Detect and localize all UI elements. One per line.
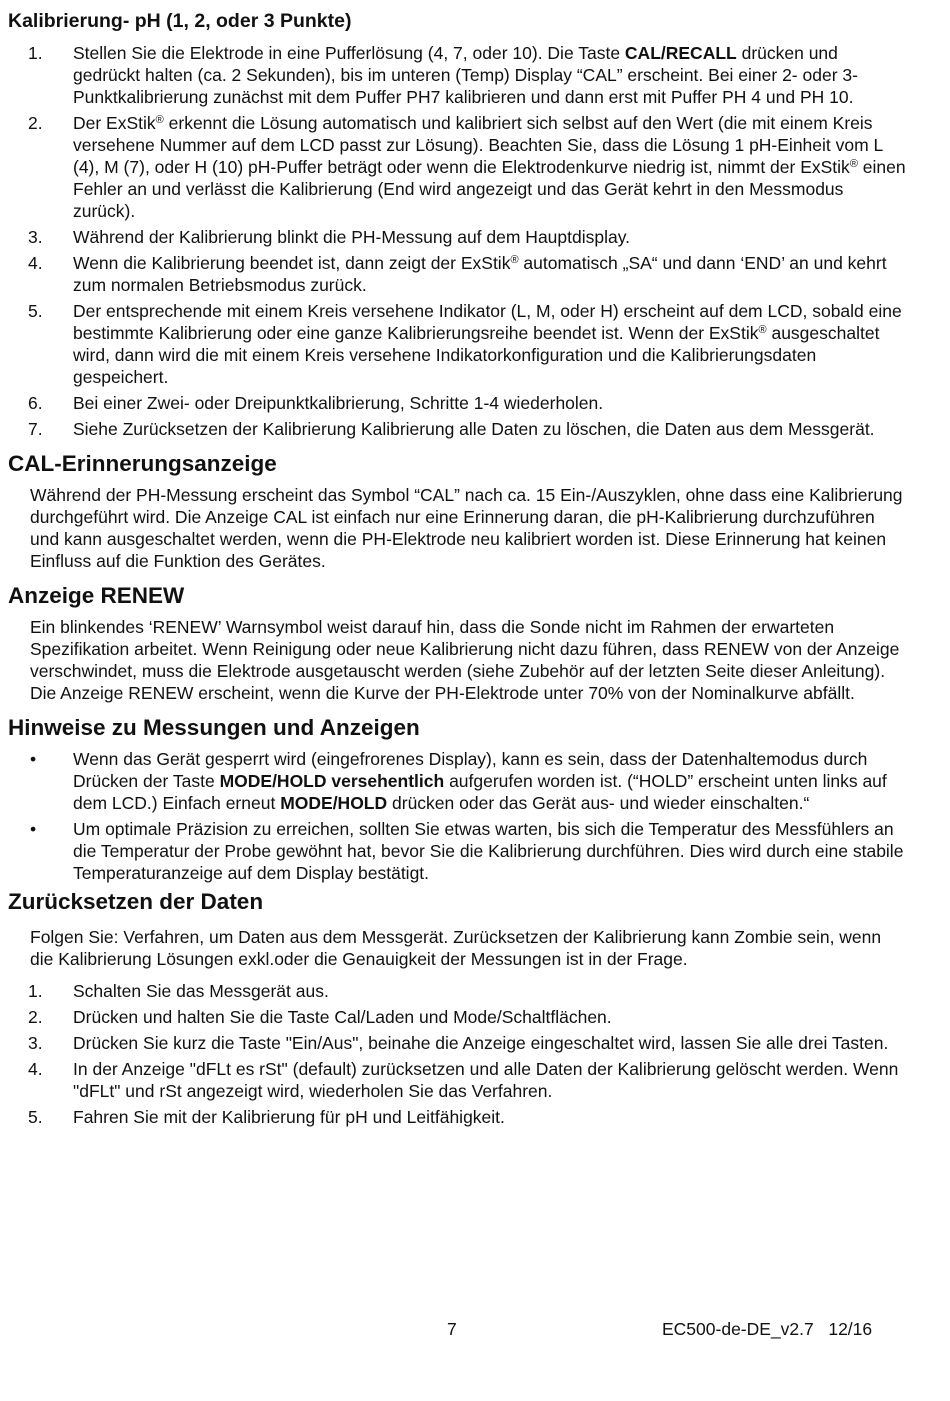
item-number: 3. bbox=[28, 227, 43, 247]
bullet-icon: • bbox=[30, 819, 37, 839]
list-item: 3. Während der Kalibrierung blinkt die PH-Messung auf dem Hauptdisplay. bbox=[28, 227, 631, 247]
document-id: EC500-de-DE_v2.7 12/16 bbox=[662, 1319, 873, 1339]
section-title-notes: Hinweise zu Messungen und Anzeigen bbox=[8, 715, 420, 740]
manual-page bbox=[8, 8, 908, 1132]
paragraph: Während der PH-Messung erscheint das Symbol “CAL” nach ca. 15 Ein-/Auszyklen, ohne dass eine Kalibrierung durchgeführt wird. Die Anzeige CAL ist einfach nur eine Erinnerung daran, die pH-Kalibrierung durchzuführen und kann ausgeschaltet werden, wenn die PH-Elektrode neu kalibriert worden ist. Diese Erinnerung hat keinen Einfluss auf die Funktion des Gerätes. bbox=[30, 485, 903, 571]
list-item: 6. Bei einer Zwei- oder Dreipunktkalibrierung, Schritte 1-4 wiederholen. bbox=[28, 393, 604, 413]
list-item: 1. Schalten Sie das Messgerät aus. bbox=[28, 981, 329, 1001]
item-number: 3. bbox=[28, 1033, 43, 1053]
registered-mark: ® bbox=[849, 158, 858, 170]
item-number: 1. bbox=[28, 981, 43, 1001]
section-title-renew: Anzeige RENEW bbox=[8, 583, 185, 608]
paragraph: Ein blinkendes ‘RENEW’ Warnsymbol weist darauf hin, dass die Sonde nicht im Rahmen der erwarteten Spezifikation arbeitet. Wenn Reinigung oder neue Kalibrierung nicht dazu führen, dass RENEW von der Anzeige verschwindet, muss die Elektrode ausgetauscht werden (siehe Zubehör auf der letzten Seite dieser Anleitung). Die Anzeige RENEW erscheint, wenn die Kurve der PH-Elektrode unter 70% von der Nominalkurve abfällt. bbox=[30, 617, 900, 703]
item-number: 1. bbox=[28, 43, 43, 63]
registered-mark: ® bbox=[155, 114, 164, 126]
list-item: 7. Siehe Zurücksetzen der Kalibrierung Kalibrierung alle Daten zu löschen, die Daten aus dem Messgerät. bbox=[28, 419, 875, 439]
registered-mark: ® bbox=[758, 324, 767, 336]
item-number: 5. bbox=[28, 1107, 43, 1127]
item-number: 5. bbox=[28, 301, 43, 321]
section-title-calibration: Kalibrierung- pH (1, 2, oder 3 Punkte) bbox=[8, 10, 352, 32]
item-number: 2. bbox=[28, 113, 43, 133]
item-number: 2. bbox=[28, 1007, 43, 1027]
list-item: 3. Drücken Sie kurz die Taste "Ein/Aus", beinahe die Anzeige eingeschaltet wird, lassen Sie alle drei Tasten. bbox=[28, 1033, 889, 1053]
item-number: 4. bbox=[28, 1059, 43, 1079]
registered-mark: ® bbox=[510, 254, 519, 266]
bullet-item: • Wenn das Gerät gesperrt wird (eingefrorenes Display), kann es sein, dass der Datenhaltemodus durch Drücken der Taste MODE/HOLD versehentlich aufgerufen worden ist. (“HOLD” erscheint unten links auf dem LCD.) Einfach erneut MODE/HOLD drücken oder das Gerät aus- und wieder einschalten.“ bbox=[30, 749, 887, 813]
paragraph: Folgen Sie: Verfahren, um Daten aus dem Messgerät. Zurücksetzen der Kalibrierung kann Zombie sein, wenn die Kalibrierung Lösungen exkl.oder die Genauigkeit der Messungen ist in der Frage. bbox=[30, 927, 882, 969]
section-title-cal-reminder: CAL-Erinnerungsanzeige bbox=[8, 451, 277, 476]
list-item: 2. Der ExStik® erkennt die Lösung automatisch und kalibriert sich selbst auf den Wert (die mit einem Kreis versehene Nummer auf dem LCD passt zur Lösung). Beachten Sie, dass die Lösung 1 pH-Einheit vom L (4), M (7), oder H (10) pH-Puffer beträgt oder wenn die Elektrodenkurve niedrig ist, nimmt der ExStik® einen Fehler an und verlässt die Kalibrierung (End wird angezeigt und das Gerät kehrt in den Messmodus zurück). bbox=[28, 113, 906, 221]
section-title-reset: Zurücksetzen der Daten bbox=[8, 889, 264, 914]
page-number: 7 bbox=[447, 1319, 457, 1339]
item-number: 7. bbox=[28, 419, 43, 439]
item-number: 6. bbox=[28, 393, 43, 413]
list-item: 5. Fahren Sie mit der Kalibrierung für pH und Leitfähigkeit. bbox=[28, 1107, 505, 1127]
bullet-icon: • bbox=[30, 749, 37, 769]
page-footer bbox=[0, 1318, 950, 1342]
item-number: 4. bbox=[28, 253, 43, 273]
list-item: 4. Wenn die Kalibrierung beendet ist, dann zeigt der ExStik® automatisch „SA“ und dann ‘END’ an und kehrt zum normalen Betriebsmodus zurück. bbox=[28, 253, 887, 295]
list-item: 1. Stellen Sie die Elektrode in eine Pufferlösung (4, 7, oder 10). Die Taste CAL/RECALL drücken und gedrückt halten (ca. 2 Sekunden), bis im unteren (Temp) Display “CAL” erscheint. Bei einer 2- oder 3-Punktkalibrierung zunächst mit dem Puffer PH7 kalibrieren und dann erst mit Puffer PH 4 und PH 10. bbox=[28, 43, 858, 107]
list-item: 4. In der Anzeige "dFLt es rSt" (default) zurücksetzen und alle Daten der Kalibrierung gelöscht werden. Wenn "dFLt" und rSt angezeigt wird, wiederholen Sie das Verfahren. bbox=[28, 1059, 899, 1101]
list-item: 2. Drücken und halten Sie die Taste Cal/Laden und Mode/Schaltflächen. bbox=[28, 1007, 612, 1027]
list-item: 5. Der entsprechende mit einem Kreis versehene Indikator (L, M, oder H) erscheint auf dem LCD, sobald eine bestimmte Kalibrierung oder eine ganze Kalibrierungsreihe beendet ist. Wenn der ExStik® ausgeschaltet wird, dann wird die mit einem Kreis versehene Indikatorkonfiguration und die Kalibrierungsdaten gespeichert. bbox=[28, 301, 902, 387]
bullet-item: • Um optimale Präzision zu erreichen, sollten Sie etwas warten, bis sich die Temperatur des Messfühlers an die Temperatur der Probe gewöhnt hat, bevor Sie die Kalibrierung durchführen. Dies wird durch eine stabile Temperaturanzeige auf dem Display bestätigt. bbox=[30, 819, 904, 883]
